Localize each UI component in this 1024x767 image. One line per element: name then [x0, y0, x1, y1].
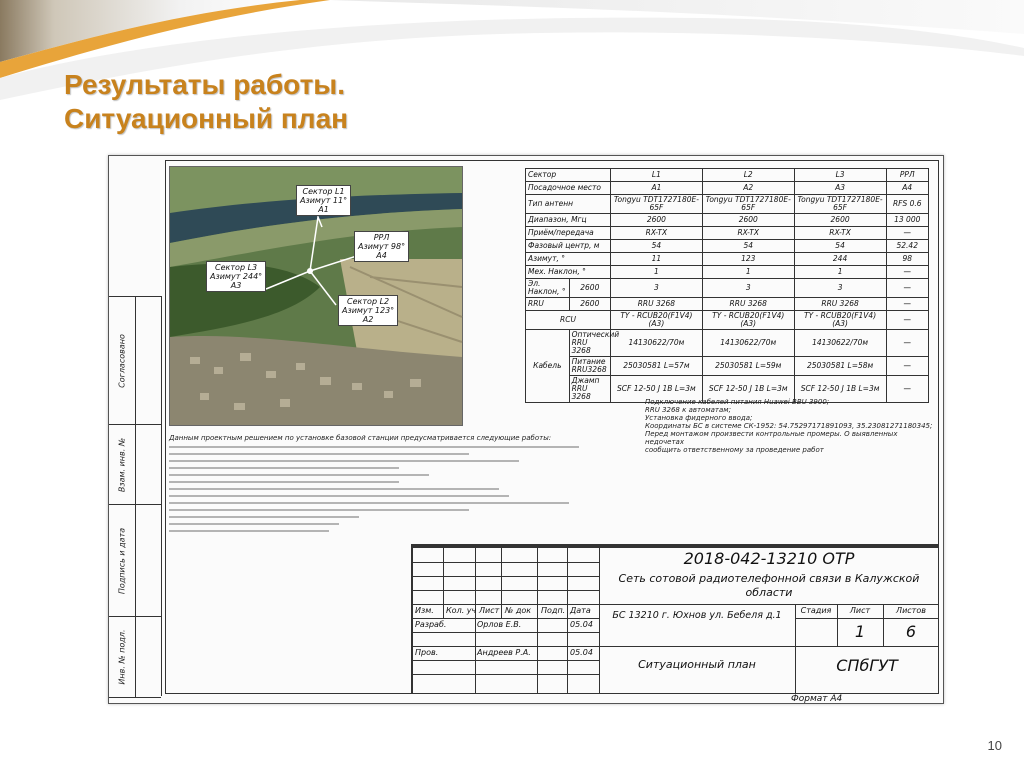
param-row-label: Мех. Наклон, ° [526, 266, 611, 279]
illegible-line [169, 502, 569, 504]
note-line: Подключение кабелей питания Huawei BBU 3900; [645, 398, 830, 406]
original-inv-label: Инв. № подл. [117, 629, 127, 685]
param-row [526, 253, 929, 266]
param-cell: TY - RCUB20(F1V4)(A3) [702, 311, 794, 330]
param-cell: — [886, 357, 929, 376]
param-cell: 25030581 L=57м [610, 357, 702, 376]
page-number: 10 [987, 738, 1002, 753]
param-row [526, 298, 929, 311]
param-cell: 14130622/70м [794, 330, 886, 357]
developer-date: 05.04 [570, 620, 593, 629]
param-cell: 52.42 [886, 240, 929, 253]
param-cell: 14130622/70м [610, 330, 702, 357]
param-cell: SCF 12-50 J 1B L=3м [702, 376, 794, 403]
param-cell: 3 [610, 279, 702, 298]
param-cell: 54 [702, 240, 794, 253]
param-row [526, 330, 929, 357]
param-cell: SCF 12-50 J 1B L=3м [794, 376, 886, 403]
param-row [526, 240, 929, 253]
note-line: Координаты БС в системе СК-1952: 54.75297171891093, 35.23081271180345; [645, 422, 933, 430]
param-cell: 3 [702, 279, 794, 298]
illegible-line [169, 460, 519, 462]
note-line: Установка фидерного ввода; [645, 414, 753, 422]
note-line: RRU 3268 к автоматам; [645, 406, 731, 414]
param-row [526, 169, 929, 182]
column-header-sheet: Лист [479, 606, 500, 615]
illegible-line [169, 530, 329, 532]
illegible-line [169, 467, 399, 469]
param-cell: — [886, 298, 929, 311]
notes-left-heading: Данным проектным решением по установке базовой станции предусматривается следующие работы: [169, 434, 552, 442]
param-row [526, 227, 929, 240]
column-header-date: Дата [570, 606, 591, 615]
illegible-line [169, 481, 399, 483]
param-header-cell: L1 [610, 169, 702, 182]
param-cell: Tongyu TDT1727180E-65F [794, 195, 886, 214]
checker-name: Андреев Р.А. [477, 648, 531, 657]
slide-title-line2: Ситуационный план [64, 103, 349, 134]
param-row [526, 182, 929, 195]
param-header-cell: L2 [702, 169, 794, 182]
param-row [526, 195, 929, 214]
param-cell: — [886, 266, 929, 279]
illegible-line [169, 495, 509, 497]
column-header-signature: Подп. [541, 606, 566, 615]
document-code: 2018-042-13210 ОТР [683, 549, 855, 568]
param-cell: SCF 12-50 J 1B L=3м [610, 376, 702, 403]
sheet-value: 1 [854, 622, 866, 641]
param-row-label: Приём/передача [526, 227, 611, 240]
param-cell: А1 [610, 182, 702, 195]
sheet-label: Лист [849, 606, 871, 615]
param-row-label: Эл. Наклон, ° [526, 279, 570, 298]
param-header-cell: L3 [794, 169, 886, 182]
approval-strip [109, 296, 162, 696]
param-cell: 98 [886, 253, 929, 266]
param-row-label: Джамп RRU 3268 [569, 376, 610, 403]
illegible-line [169, 509, 469, 511]
organization-name: СПбГУТ [836, 656, 898, 675]
sheets-value: 6 [905, 622, 917, 641]
param-cell: RX-TX [610, 227, 702, 240]
drawing-sheet [108, 155, 944, 704]
param-cell: 54 [610, 240, 702, 253]
notes-right [645, 398, 935, 454]
illegible-line [169, 516, 359, 518]
param-cell: Tongyu TDT1727180E-65F [702, 195, 794, 214]
param-header-label: Сектор [526, 169, 611, 182]
sheets-label: Листов [896, 606, 926, 615]
param-cell: RFS 0.6 [886, 195, 929, 214]
param-row-label: RRU [526, 298, 570, 311]
param-row-label: Тип антенн [526, 195, 611, 214]
param-row-label: Азимут, ° [526, 253, 611, 266]
slide-title-line1: Результаты работы. [64, 69, 345, 100]
antenna-parameters-table [525, 168, 929, 403]
title-block [411, 544, 939, 694]
param-cell: 2600 [610, 214, 702, 227]
param-cell: А3 [794, 182, 886, 195]
developer-name: Орлов Е.В. [477, 620, 522, 629]
param-cell: TY - RCUB20(F1V4)(A3) [610, 311, 702, 330]
param-cell: 2600 [569, 298, 610, 311]
slide-title [64, 68, 348, 136]
approval-cell [109, 296, 161, 425]
param-cell: RRU 3268 [794, 298, 886, 311]
param-row-label: RCU [526, 311, 611, 330]
param-cell: 14130622/70м [702, 330, 794, 357]
map-callout-sector-l1: Сектор L1 Азимут 11° А1 [296, 185, 351, 216]
column-header-doc-number: № док [505, 606, 532, 615]
param-row-label: Оптический RRU 3268 [569, 330, 610, 357]
param-cell: А4 [886, 182, 929, 195]
original-inv-cell [109, 616, 161, 698]
param-cell: — [886, 330, 929, 357]
param-cell: 1 [702, 266, 794, 279]
param-cell: 2600 [702, 214, 794, 227]
param-cell: 1 [610, 266, 702, 279]
illegible-line [169, 474, 429, 476]
param-cell: 11 [610, 253, 702, 266]
replacement-inv-cell [109, 424, 161, 505]
param-row [526, 311, 929, 330]
approval-label: Согласовано [117, 334, 127, 388]
param-header-cell: РРЛ [886, 169, 929, 182]
notes-left [169, 434, 609, 537]
param-cell: — [886, 311, 929, 330]
param-cell: 54 [794, 240, 886, 253]
map-callout-sector-l2: Сектор L2 Азимут 123° А2 [338, 295, 398, 326]
note-line: сообщить ответственному за проведение работ [645, 446, 824, 454]
project-name-line1: Сеть сотовой радиотелефонной связи в Калужской [618, 572, 920, 585]
map-callout-sector-l3: Сектор L3 Азимут 244° А3 [206, 261, 266, 292]
param-cell: — [886, 279, 929, 298]
signature-date-label: Подпись и дата [117, 527, 127, 595]
column-header-count: Кол. уч [446, 606, 477, 615]
param-cell: 3 [794, 279, 886, 298]
param-row [526, 266, 929, 279]
signature-date-cell [109, 504, 161, 617]
param-cell: Tongyu TDT1727180E-65F [610, 195, 702, 214]
param-row [526, 357, 929, 376]
checker-date: 05.04 [570, 648, 593, 657]
param-cell: — [886, 227, 929, 240]
stage-label: Стадия [800, 606, 832, 615]
checker-role: Пров. [415, 648, 439, 657]
param-cell: 244 [794, 253, 886, 266]
param-cell: RRU 3268 [610, 298, 702, 311]
illegible-line [169, 523, 339, 525]
drawing-title: Ситуационный план [638, 658, 756, 671]
param-cell: 123 [702, 253, 794, 266]
project-name-line2: области [745, 586, 793, 599]
column-header-change: Изм. [415, 606, 434, 615]
param-row-label: Питание RRU3268 [569, 357, 610, 376]
param-cell: RX-TX [794, 227, 886, 240]
param-cell: RRU 3268 [702, 298, 794, 311]
param-cell: 2600 [569, 279, 610, 298]
note-line: Перед монтажом произвести контрольные промеры. О выявленных недочетах [645, 430, 898, 446]
param-row-label: Диапазон, Мгц [526, 214, 611, 227]
replacement-inv-label: Взам. инв. № [117, 437, 127, 493]
param-cable-label: Кабель [526, 330, 570, 403]
object-address: БС 13210 г. Юхнов ул. Бебеля д.1 [612, 610, 782, 621]
illegible-line [169, 453, 469, 455]
param-cell: А2 [702, 182, 794, 195]
param-row [526, 214, 929, 227]
param-cell: 13 000 [886, 214, 929, 227]
satellite-map [169, 166, 463, 426]
param-cell: 1 [794, 266, 886, 279]
param-row-label: Фазовый центр, м [526, 240, 611, 253]
param-cell: 2600 [794, 214, 886, 227]
param-cell: 25030581 L=59м [702, 357, 794, 376]
param-cell: — [886, 376, 929, 403]
developer-role: Разраб. [415, 620, 447, 629]
param-cell: 25030581 L=58м [794, 357, 886, 376]
param-cell: RX-TX [702, 227, 794, 240]
param-cell: TY - RCUB20(F1V4)(A3) [794, 311, 886, 330]
paper-format: Формат А4 [791, 694, 843, 704]
param-row-label: Посадочное место [526, 182, 611, 195]
param-row [526, 279, 929, 298]
illegible-line [169, 446, 579, 448]
illegible-line [169, 488, 499, 490]
map-callout-rrl: РРЛ Азимут 98° А4 [354, 231, 409, 262]
